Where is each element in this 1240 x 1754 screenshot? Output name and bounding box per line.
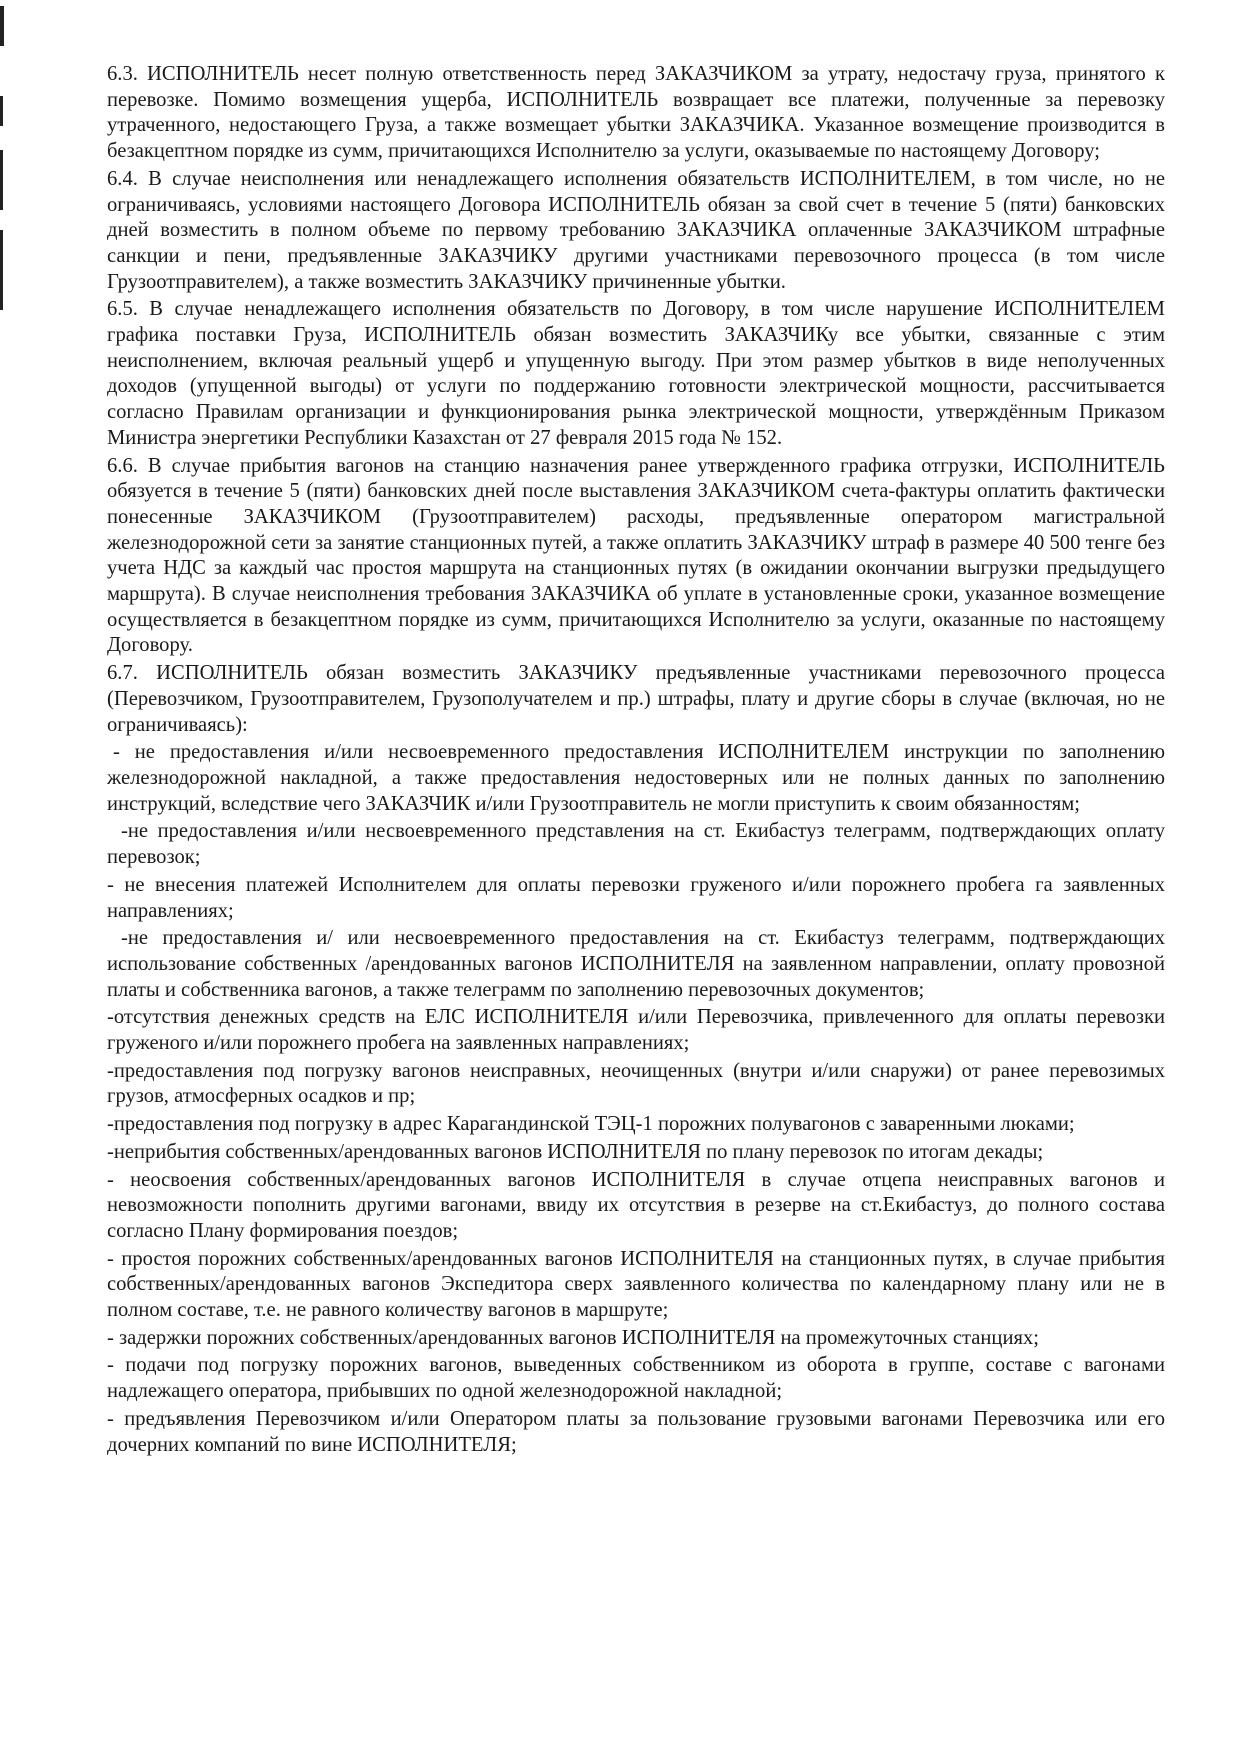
document-page (107, 62, 1165, 1458)
scan-edge-mark (0, 96, 3, 126)
clause-6-3: 6.3. ИСПОЛНИТЕЛЬ несет полную ответственность перед ЗАКАЗЧИКОМ за утрату, недостачу груза, принятого к перевозке. Помимо возмещения ущерба, ИСПОЛНИТЕЛЬ возвращает все платежи, полученные за перевозку утраченного, недостающего Груза, а также возмещает убытки ЗАКАЗЧИКА. Указанное возмещение производится в безакцептном порядке из сумм, причитающихся Исполнителю за услуги, оказываемые по настоящему Договору; (107, 63, 1165, 163)
list-item: - простоя порожних собственных/арендованных вагонов ИСПОЛНИТЕЛЯ на станционных путях, в случае прибытия собственных/арендованных вагонов Экспедитора сверх заявленного количества по календарному плану или не в полном составе, т.е. не равного количеству вагонов в маршруте; (107, 1247, 1165, 1322)
scan-edge-mark (0, 6, 4, 46)
list-item: - предъявления Перевозчиком и/или Оператором платы за пользование грузовыми вагонами Перевозчика или его дочерних компаний по вине ИСПОЛНИТЕЛЯ; (107, 1407, 1165, 1456)
list-item: - задержки порожних собственных/арендованных вагонов ИСПОЛНИТЕЛЯ на промежуточных станциях; (107, 1326, 1039, 1349)
scan-edge-mark (0, 150, 3, 210)
list-item: -предоставления под погрузку вагонов неисправных, неочищенных (внутри и/или снаружи) от ранее перевозимых грузов, атмосферных осадков и пр; (107, 1059, 1165, 1108)
list-item: -не предоставления и/или несвоевременного представления на ст. Екибастуз телеграмм, подтверждающих оплату перевозок; (107, 820, 1165, 869)
list-item: -не предоставления и/ или несвоевременного предоставления на ст. Екибастуз телеграмм, подтверждающих использование собственных /арендованных вагонов ИСПОЛНИТЕЛЯ на заявленном направлении, оплату провозной платы и собственника вагонов, а также телеграмм по заполнению перевозочных документов; (107, 927, 1165, 1001)
list-item: -предоставления под погрузку в адрес Карагандинской ТЭЦ-1 порожних полувагонов с заваренными люками; (107, 1113, 1075, 1136)
clause-6-5: 6.5. В случае ненадлежащего исполнения обязательств по Договору, в том числе нарушение ИСПОЛНИТЕЛЕМ графика поставки Груза, ИСПОЛНИТЕЛЬ обязан возместить ЗАКАЗЧИКу все убытки, связанные с этим неисполнением, включая реальный ущерб и упущенную выгоду. При этом размер убытков в виде неполученных доходов (упущенной выгоды) от услуги по поддержанию готовности электрической мощности, рассчитывается согласно Правилам организации и функционирования рынка электрической мощности, утверждённым Приказом Министра энергетики Республики Казахстан от 27 февраля 2015 года № 152. (107, 298, 1165, 449)
clause-6-6: 6.6. В случае прибытия вагонов на станцию назначения ранее утвержденного графика отгрузки, ИСПОЛНИТЕЛЬ обязуется в течение 5 (пяти) банковских дней после выставления ЗАКАЗЧИКОМ счета-фактуры оплатить фактически понесенные ЗАКАЗЧИКОМ (Грузоотправителем) расходы, предъявленные оператором магистральной железнодорожной сети за занятие станционных путей, а также оплатить ЗАКАЗЧИКУ штраф в размере 40 500 тенге без учета НДС за каждый час простоя маршрута на станционных путях (в ожидании окончании выгрузки предыдущего маршрута). В случае неисполнения требования ЗАКАЗЧИКА об уплате в установленные сроки, указанное возмещение осуществляется в безакцептном порядке из сумм, причитающихся Исполнителю за услуги, оказанные по настоящему Договору. (107, 454, 1165, 657)
list-item: -неприбытия собственных/арендованных вагонов ИСПОЛНИТЕЛЯ по плану перевозок по итогам декады; (107, 1140, 1044, 1163)
list-item: - не предоставления и/или несвоевременного предоставления ИСПОЛНИТЕЛЕМ инструкции по заполнению железнодорожной накладной, а также предоставления недостоверных или не полных данных по заполнению инструкций, вследствие чего ЗАКАЗЧИК и/или Грузоотправитель не могли приступить к своим обязанностям; (107, 741, 1165, 815)
list-item: - не внесения платежей Исполнителем для оплаты перевозки груженого и/или порожнего пробега га заявленных направлениях; (107, 873, 1165, 922)
list-item: - подачи под погрузку порожних вагонов, выведенных собственником из оборота в группе, составе с вагонами надлежащего оператора, прибывших по одной железнодорожной накладной; (107, 1354, 1165, 1403)
list-item: - неосвоения собственных/арендованных вагонов ИСПОЛНИТЕЛЯ в случае отцепа неисправных вагонов и невозможности пополнить другими вагонами, ввиду их отсутствия в резерве на ст.Екибастуз, до полного состава согласно Плану формирования поездов; (107, 1168, 1165, 1242)
clause-6-7: 6.7. ИСПОЛНИТЕЛЬ обязан возместить ЗАКАЗЧИКУ предъявленные участниками перевозочного процесса (Перевозчиком, Грузоотправителем, Грузополучателем и пр.) штрафы, плату и другие сборы в случае (включая, но не ограничиваясь): (107, 662, 1165, 736)
scan-edge-mark (0, 230, 3, 310)
list-item: -отсутствия денежных средств на ЕЛС ИСПОЛНИТЕЛЯ и/или Перевозчика, привлеченного для оплаты перевозки груженого и/или порожнего пробега на заявленных направлениях; (107, 1006, 1165, 1055)
clause-6-4: 6.4. В случае неисполнения или ненадлежащего исполнения обязательств ИСПОЛНИТЕЛЕМ, в том числе, но не ограничиваясь, условиями настоящего Договора ИСПОЛНИТЕЛЬ обязан за свой счет в течение 5 (пяти) банковских дней возместить в полном объеме по первому требованию ЗАКАЗЧИКА оплаченные ЗАКАЗЧИКОМ штрафные санкции и пени, предъявленные ЗАКАЗЧИКУ другими участниками перевозочного процесса (в том числе Грузоотправителем), а также возместить ЗАКАЗЧИКУ причиненные убытки. (107, 167, 1165, 293)
